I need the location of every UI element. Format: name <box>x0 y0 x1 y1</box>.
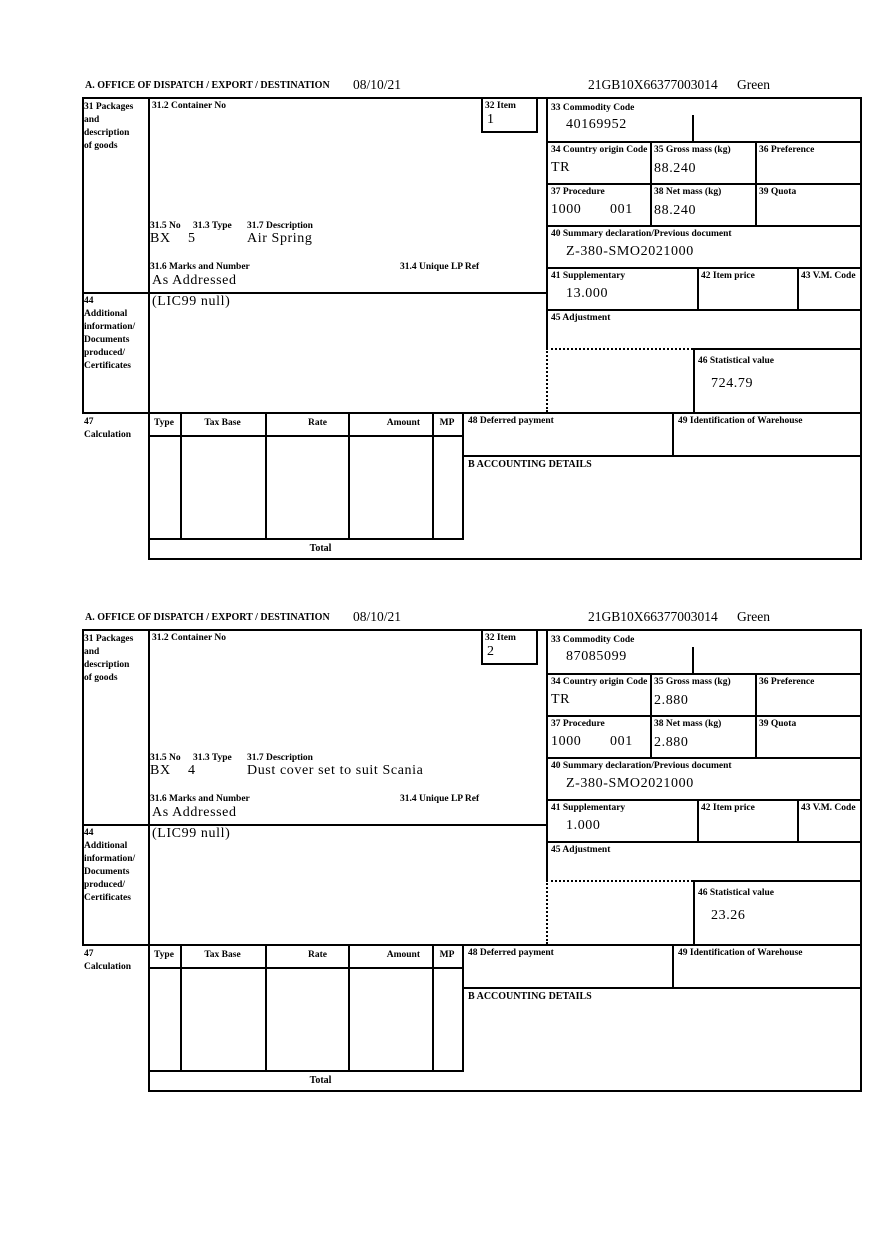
commodity-code-label: 33 Commodity Code <box>551 103 635 113</box>
divider-line <box>462 455 862 457</box>
gross-mass-label: 35 Gross mass (kg) <box>654 677 731 687</box>
divider-line <box>672 412 674 455</box>
box31-label-line: of goods <box>84 673 118 683</box>
divider-line <box>546 267 862 269</box>
box44-label-line: Documents <box>84 335 130 345</box>
divider-line <box>148 967 464 969</box>
package-no-value: BX <box>150 231 171 246</box>
adjustment-label: 45 Adjustment <box>551 845 611 855</box>
warehouse-id-label: 49 Identification of Warehouse <box>678 416 803 426</box>
package-no-value: BX <box>150 763 171 778</box>
divider-line <box>148 1090 862 1092</box>
package-type-label: 31.3 Type <box>193 753 232 763</box>
declaration-item-section <box>0 75 882 607</box>
office-of-dispatch-label: A. OFFICE OF DISPATCH / EXPORT / DESTINATION <box>85 80 330 91</box>
package-type-value: 4 <box>188 763 196 778</box>
declaration-reference: 21GB10X66377003014 <box>588 77 718 92</box>
box47-label-line: Calculation <box>84 430 131 440</box>
divider-line <box>148 1070 464 1072</box>
item-number-label: 32 Item <box>485 633 516 643</box>
country-origin-value: TR <box>551 160 571 175</box>
item-number-value: 2 <box>487 644 495 659</box>
divider-line <box>536 97 538 131</box>
country-origin-label: 34 Country origin Code <box>551 677 648 687</box>
adjustment-label: 45 Adjustment <box>551 313 611 323</box>
accounting-details-label: B ACCOUNTING DETAILS <box>468 991 592 1002</box>
divider-line <box>462 944 464 1070</box>
package-no-label: 31.5 No <box>150 753 181 763</box>
divider-line <box>672 944 674 987</box>
box44-label-line: Additional <box>84 841 128 851</box>
divider-line <box>148 435 464 437</box>
divider-line <box>180 944 182 1070</box>
net-mass-label: 38 Net mass (kg) <box>654 187 722 197</box>
vm-code-label: 43 V.M. Code <box>801 271 856 281</box>
previous-document-value: Z-380-SMO2021000 <box>566 776 694 791</box>
commodity-code-value: 40169952 <box>566 117 627 132</box>
divider-line <box>82 629 862 631</box>
procedure-label: 37 Procedure <box>551 187 605 197</box>
declaration-date: 08/10/21 <box>353 77 402 92</box>
unique-lp-ref-label: 31.4 Unique LP Ref <box>400 794 480 804</box>
box31-label-line: and <box>84 647 100 657</box>
gross-mass-label: 35 Gross mass (kg) <box>654 145 731 155</box>
net-mass-label: 38 Net mass (kg) <box>654 719 722 729</box>
box44-label <box>84 295 148 373</box>
goods-description-value: Dust cover set to suit Scania <box>247 763 424 778</box>
goods-description-value: Air Spring <box>247 231 313 246</box>
deferred-payment-label: 48 Deferred payment <box>468 948 554 958</box>
unique-lp-ref-label: 31.4 Unique LP Ref <box>400 262 480 272</box>
dotted-divider-line <box>546 880 693 882</box>
office-of-dispatch-label: A. OFFICE OF DISPATCH / EXPORT / DESTINATION <box>85 612 330 623</box>
divider-line <box>755 673 757 757</box>
commodity-code-label: 33 Commodity Code <box>551 635 635 645</box>
divider-line <box>462 987 862 989</box>
statistical-value-label: 46 Statistical value <box>698 356 774 366</box>
divider-line <box>348 412 350 538</box>
summary-declaration-label: 40 Summary declaration/Previous document <box>551 229 732 239</box>
divider-line <box>692 647 694 673</box>
country-origin-label: 34 Country origin Code <box>551 145 648 155</box>
box47-label <box>84 948 148 974</box>
divider-line <box>546 673 862 675</box>
additional-info-value: (LIC99 null) <box>152 826 231 841</box>
procedure-label: 37 Procedure <box>551 719 605 729</box>
divider-line <box>693 880 695 944</box>
divider-line <box>546 309 862 311</box>
divider-line <box>693 880 862 882</box>
divider-line <box>860 97 862 560</box>
divider-line <box>860 629 862 1092</box>
box31-label-line: of goods <box>84 141 118 151</box>
box44-label-line: Additional <box>84 309 128 319</box>
procedure-value: 1000 <box>551 734 582 749</box>
gross-mass-value: 2.880 <box>654 693 689 708</box>
box44-label-line: 44 <box>84 828 94 838</box>
box31-label <box>84 633 148 685</box>
supplementary-value: 1.000 <box>566 818 601 833</box>
divider-line <box>546 97 548 348</box>
route-status: Green <box>737 77 770 92</box>
box44-label-line: information/ <box>84 322 136 332</box>
declaration-date: 08/10/21 <box>353 609 402 624</box>
divider-line <box>481 97 483 131</box>
quota-label: 39 Quota <box>759 719 797 729</box>
box47-label-line: 47 <box>84 949 94 959</box>
quota-label: 39 Quota <box>759 187 797 197</box>
divider-line <box>481 629 483 663</box>
preference-label: 36 Preference <box>759 145 815 155</box>
calc-header-tax-base: Tax Base <box>204 418 241 428</box>
calc-header-type: Type <box>154 950 174 960</box>
package-description-label: 31.7 Description <box>247 221 313 231</box>
gross-mass-value: 88.240 <box>654 161 697 176</box>
net-mass-value: 2.880 <box>654 735 689 750</box>
package-type-label: 31.3 Type <box>193 221 232 231</box>
package-type-value: 5 <box>188 231 196 246</box>
box31-label-line: and <box>84 115 100 125</box>
net-mass-value: 88.240 <box>654 203 697 218</box>
divider-line <box>546 141 862 143</box>
divider-line <box>148 629 150 1092</box>
additional-info-value: (LIC99 null) <box>152 294 231 309</box>
divider-line <box>82 412 862 414</box>
total-label: Total <box>309 1075 332 1086</box>
calc-header-rate: Rate <box>308 950 327 960</box>
package-description-label: 31.7 Description <box>247 753 313 763</box>
box31-label-line: 31 Packages <box>84 102 134 112</box>
item-number-label: 32 Item <box>485 101 516 111</box>
divider-line <box>148 558 862 560</box>
statistical-value-value: 23.26 <box>711 908 746 923</box>
dotted-divider-line <box>546 880 548 944</box>
divider-line <box>432 944 434 1070</box>
marks-number-label: 31.6 Marks and Number <box>150 262 250 272</box>
box47-label <box>84 416 148 442</box>
procedure-extra-value: 001 <box>610 202 633 217</box>
divider-line <box>462 412 464 538</box>
dotted-divider-line <box>546 348 548 412</box>
divider-line <box>82 944 862 946</box>
divider-line <box>650 673 652 757</box>
marks-number-label: 31.6 Marks and Number <box>150 794 250 804</box>
package-no-label: 31.5 No <box>150 221 181 231</box>
box44-label-line: Certificates <box>84 361 131 371</box>
declaration-reference: 21GB10X66377003014 <box>588 609 718 624</box>
divider-line <box>546 183 862 185</box>
calc-header-type: Type <box>154 418 174 428</box>
divider-line <box>697 267 699 309</box>
divider-line <box>481 663 538 665</box>
divider-line <box>546 629 548 880</box>
item-number-value: 1 <box>487 112 495 127</box>
total-label: Total <box>309 543 332 554</box>
divider-line <box>348 944 350 1070</box>
box31-label-line: 31 Packages <box>84 634 134 644</box>
procedure-value: 1000 <box>551 202 582 217</box>
divider-line <box>546 757 862 759</box>
supplementary-label: 41 Supplementary <box>551 271 626 281</box>
box44-label-line: produced/ <box>84 880 126 890</box>
divider-line <box>265 944 267 1070</box>
calc-header-rate: Rate <box>308 418 327 428</box>
divider-line <box>546 225 862 227</box>
box44-label-line: 44 <box>84 296 94 306</box>
divider-line <box>693 348 695 412</box>
divider-line <box>536 629 538 663</box>
divider-line <box>432 412 434 538</box>
calc-header-mp: MP <box>439 950 455 960</box>
divider-line <box>692 115 694 141</box>
divider-line <box>148 538 464 540</box>
divider-line <box>546 715 862 717</box>
box47-label-line: 47 <box>84 417 94 427</box>
declaration-item-section <box>0 607 882 1139</box>
container-no-label: 31.2 Container No <box>152 633 226 643</box>
box44-label-line: Documents <box>84 867 130 877</box>
divider-line <box>265 412 267 538</box>
item-price-label: 42 Item price <box>701 271 755 281</box>
calc-header-amount: Amount <box>386 950 420 960</box>
box31-label-line: description <box>84 660 130 670</box>
divider-line <box>82 97 862 99</box>
calc-header-mp: MP <box>439 418 455 428</box>
box31-label <box>84 101 148 153</box>
procedure-extra-value: 001 <box>610 734 633 749</box>
calc-header-amount: Amount <box>386 418 420 428</box>
divider-line <box>697 799 699 841</box>
divider-line <box>797 799 799 841</box>
divider-line <box>180 412 182 538</box>
preference-label: 36 Preference <box>759 677 815 687</box>
box44-label-line: produced/ <box>84 348 126 358</box>
container-no-label: 31.2 Container No <box>152 101 226 111</box>
box44-label-line: Certificates <box>84 893 131 903</box>
item-price-label: 42 Item price <box>701 803 755 813</box>
statistical-value-value: 724.79 <box>711 376 754 391</box>
divider-line <box>755 141 757 225</box>
previous-document-value: Z-380-SMO2021000 <box>566 244 694 259</box>
marks-number-value: As Addressed <box>152 273 237 288</box>
summary-declaration-label: 40 Summary declaration/Previous document <box>551 761 732 771</box>
accounting-details-label: B ACCOUNTING DETAILS <box>468 459 592 470</box>
divider-line <box>693 348 862 350</box>
divider-line <box>481 131 538 133</box>
deferred-payment-label: 48 Deferred payment <box>468 416 554 426</box>
divider-line <box>148 97 150 560</box>
box44-label <box>84 827 148 905</box>
country-origin-value: TR <box>551 692 571 707</box>
marks-number-value: As Addressed <box>152 805 237 820</box>
divider-line <box>546 841 862 843</box>
divider-line <box>650 141 652 225</box>
warehouse-id-label: 49 Identification of Warehouse <box>678 948 803 958</box>
route-status: Green <box>737 609 770 624</box>
statistical-value-label: 46 Statistical value <box>698 888 774 898</box>
dotted-divider-line <box>546 348 693 350</box>
vm-code-label: 43 V.M. Code <box>801 803 856 813</box>
commodity-code-value: 87085099 <box>566 649 627 664</box>
supplementary-label: 41 Supplementary <box>551 803 626 813</box>
calc-header-tax-base: Tax Base <box>204 950 241 960</box>
supplementary-value: 13.000 <box>566 286 609 301</box>
divider-line <box>546 799 862 801</box>
divider-line <box>797 267 799 309</box>
box44-label-line: information/ <box>84 854 136 864</box>
box47-label-line: Calculation <box>84 962 131 972</box>
box31-label-line: description <box>84 128 130 138</box>
